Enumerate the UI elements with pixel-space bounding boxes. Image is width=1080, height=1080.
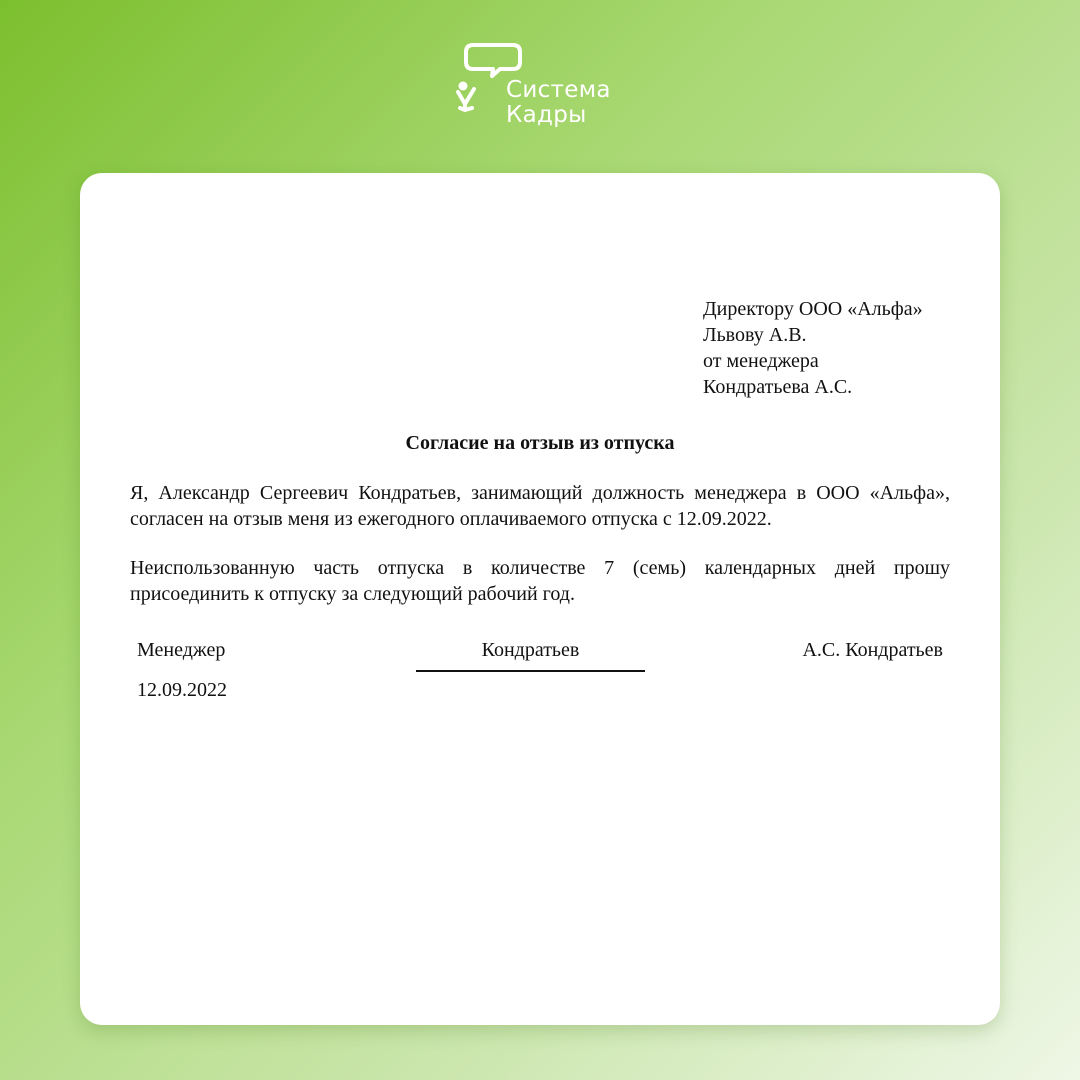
addressee-line: от менеджера — [703, 350, 819, 372]
consent-paragraph: Я, Александр Сергеевич Кондратьев, занимающий должность менеджера в ООО «Альфа», согласен на отзыв меня из ежегодного оплачиваемого отпуска с 12.09.2022. — [130, 482, 950, 530]
document-card — [80, 173, 1000, 1025]
addressee-line: Директору ООО «Альфа» — [703, 298, 923, 320]
signatory-name: А.С. Кондратьев — [802, 639, 943, 661]
signatory-position: Менеджер — [137, 639, 226, 661]
addressee-line: Львову А.В. — [703, 324, 807, 346]
document-title: Согласие на отзыв из отпуска — [405, 432, 675, 454]
addressee-block — [703, 296, 923, 400]
brand-logo — [455, 40, 635, 132]
brand-name-line1: Система — [506, 77, 611, 103]
addressee-line: Кондратьева А.С. — [703, 376, 853, 398]
brand-name — [506, 78, 611, 128]
signature-line — [416, 637, 645, 672]
document-date: 12.09.2022 — [137, 679, 227, 701]
brand-name-line2: Кадры — [506, 102, 587, 128]
signature: Кондратьев — [481, 639, 580, 661]
leave-paragraph: Неиспользованную часть отпуска в количестве 7 (семь) календарных дней прошу присоединить к отпуску за следующий рабочий год. — [130, 557, 950, 605]
